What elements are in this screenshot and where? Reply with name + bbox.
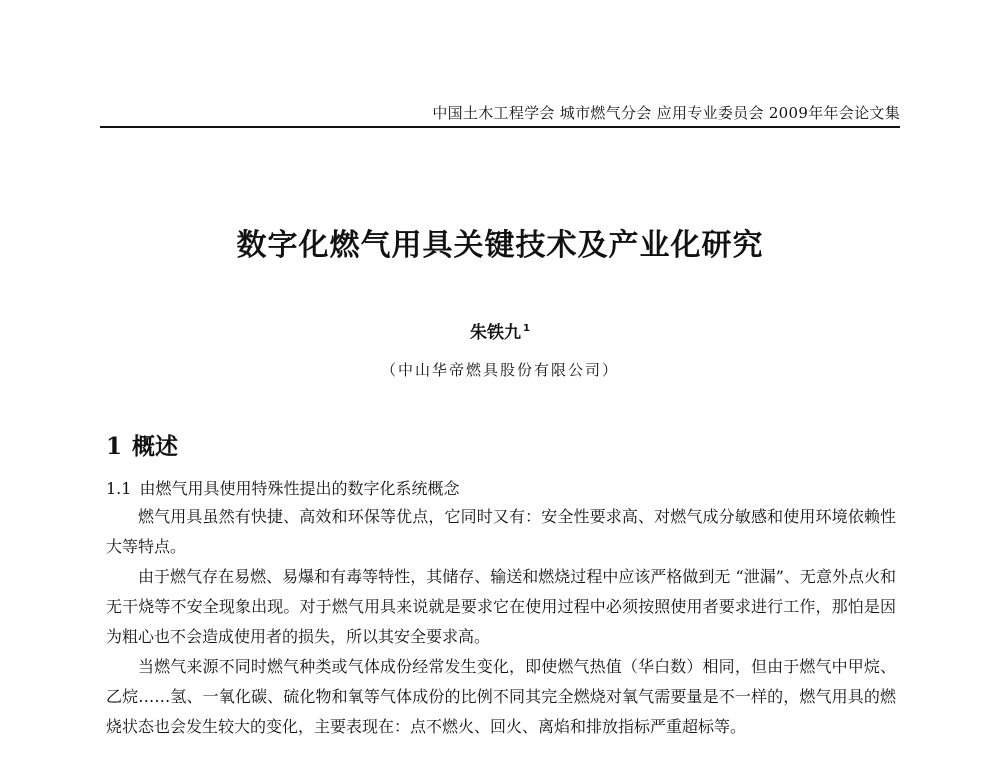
section-number: 1: [106, 433, 123, 460]
author-line: [100, 318, 900, 343]
body-text: [106, 502, 896, 742]
running-header: 中国土木工程学会 城市燃气分会 应用专业委员会 2009年年会论文集: [432, 104, 900, 122]
subsection-title: 由燃气用具使用特殊性提出的数字化系统概念: [139, 479, 460, 498]
section-heading: [106, 428, 178, 461]
paper-title: 数字化燃气用具关键技术及产业化研究: [236, 228, 764, 263]
paragraph: 当燃气来源不同时燃气种类或气体成份经常发生变化，即使燃气热值（华白数）相同，但由于燃气中甲烷、乙烷……氢、一氧化碳、硫化物和氧等气体成份的比例不同其完全燃烧对氧气需要量是不一样的，燃气用具的燃烧状态也会发生较大的变化，主要表现在：点不燃火、回火、离焰和排放指标严重超标等。: [106, 657, 896, 736]
affiliation: （中山华帝燃具股份有限公司）: [380, 361, 619, 379]
subsection-heading: [106, 476, 459, 499]
header-rule: [100, 126, 900, 128]
author-name: 朱铁九: [470, 323, 522, 343]
author-superscript: 1: [523, 323, 530, 335]
paragraph: 由于燃气存在易燃、易爆和有毒等特性，其储存、输送和燃烧过程中应该严格做到无 “泄漏”、无意外点火和无干烧等不安全现象出现。对于燃气用具来说就是要求它在使用过程中必须按照使用者要求进行工作，那怕是因为粗心也不会造成使用者的损失，所以其安全要求高。: [106, 567, 896, 646]
subsection-number: 1.1: [106, 479, 132, 498]
paragraph: 燃气用具虽然有快捷、高效和环保等优点，它同时又有：安全性要求高、对燃气成分敏感和使用环境依赖性大等特点。: [106, 507, 896, 556]
section-title: 概述: [132, 433, 179, 460]
